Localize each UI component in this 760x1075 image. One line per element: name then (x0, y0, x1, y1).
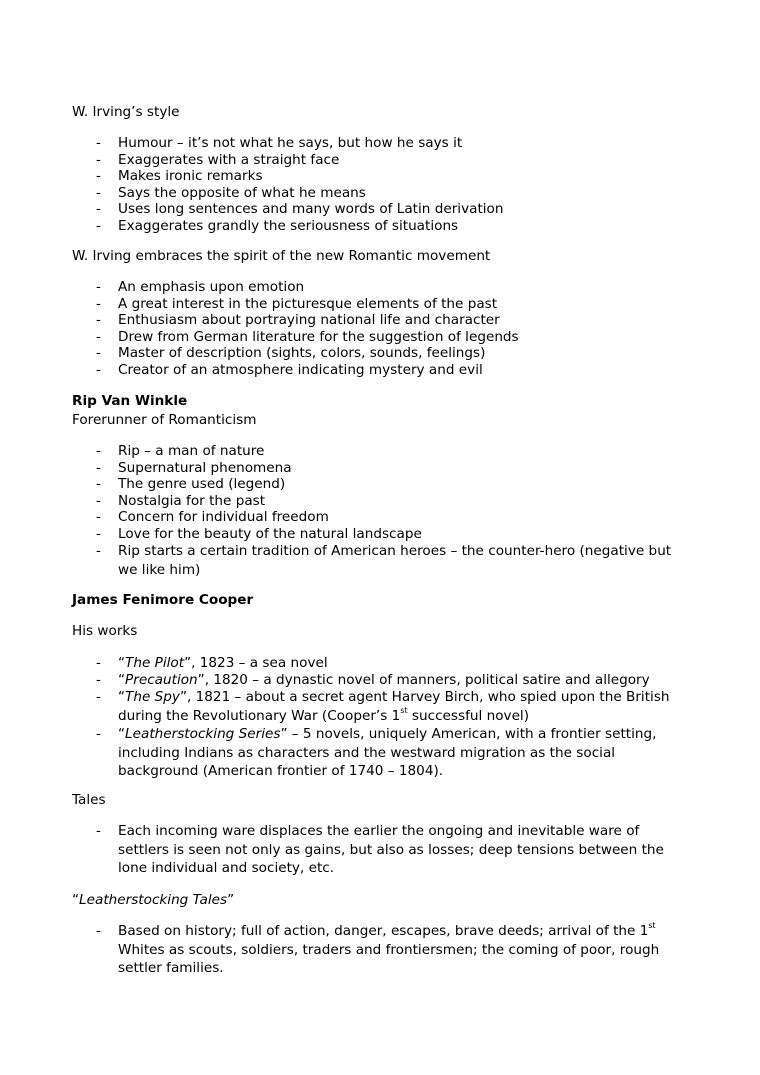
work-title: The Pilot (125, 655, 185, 671)
rip-list (0, 443, 760, 579)
list-item: - “The Spy”, 1821 – about a secret agent Harvey Birch, who spied upon the British during the Revolutionary War (Cooper’s 1st successful novel) (0, 688, 760, 725)
tales-list (0, 822, 760, 878)
work-title: Precaution (125, 671, 198, 688)
romantic-movement-heading: W. Irving embraces the spirit of the new Romantic movement (72, 248, 491, 264)
cooper-title: James Fenimore Cooper (72, 592, 254, 608)
works-heading: His works (72, 623, 138, 639)
rip-subtitle: Forerunner of Romanticism (72, 412, 257, 428)
list-item: - The genre used (legend) (0, 476, 760, 493)
romantic-movement-list (0, 279, 760, 378)
list-item: - Based on history; full of action, danger, escapes, brave deeds; arrival of the 1st Whites as scouts, soldiers, traders and frontiersmen; the coming of poor, rough settler families. (0, 922, 760, 978)
list-item: - Concern for individual freedom (0, 509, 760, 526)
irving-style-list (0, 135, 760, 234)
list-item: - Creator of an atmosphere indicating mystery and evil (0, 362, 760, 379)
list-item: - Enthusiasm about portraying national life and character (0, 312, 760, 329)
irving-style-heading: W. Irving’s style (72, 104, 180, 120)
list-item: - Rip starts a certain tradition of American heroes – the counter-hero (negative but we like him) (0, 542, 760, 579)
works-list (0, 655, 760, 781)
list-item: - Love for the beauty of the natural landscape (0, 526, 760, 543)
list-item: - Supernatural phenomena (0, 460, 760, 477)
list-item: - Nostalgia for the past (0, 493, 760, 510)
list-item: - “The Pilot”, 1823 – a sea novel (0, 655, 760, 672)
list-item: - Humour – it’s not what he says, but how he says it (0, 135, 760, 152)
list-item: - Exaggerates with a straight face (0, 152, 760, 169)
list-item: - “Leatherstocking Series” – 5 novels, uniquely American, with a frontier setting, including Indians as characters and the westward migration as the social background (American frontier of 1740 – 1804). (0, 725, 760, 781)
work-title: Leatherstocking Series (125, 726, 281, 742)
list-item: - Each incoming ware displaces the earlier the ongoing and inevitable ware of settlers is seen not only as gains, but also as losses; deep tensions between the lone individual and society, etc. (0, 822, 760, 878)
tales-heading: Tales (72, 792, 106, 808)
leatherstocking-list (0, 922, 760, 978)
list-item: - Rip – a man of nature (0, 443, 760, 460)
list-item: - A great interest in the picturesque elements of the past (0, 296, 760, 313)
leatherstocking-tales-heading: “Leatherstocking Tales” (72, 892, 235, 908)
list-item: - “Precaution”, 1820 – a dynastic novel of manners, political satire and allegory (0, 672, 760, 689)
list-item: - Drew from German literature for the suggestion of legends (0, 329, 760, 346)
list-item: - Master of description (sights, colors, sounds, feelings) (0, 345, 760, 362)
list-item: - An emphasis upon emotion (0, 279, 760, 296)
rip-van-winkle-title: Rip Van Winkle (72, 393, 188, 409)
list-item: - Uses long sentences and many words of Latin derivation (0, 201, 760, 218)
work-title: The Spy (125, 689, 180, 705)
list-item: - Exaggerates grandly the seriousness of situations (0, 218, 760, 235)
list-item: - Makes ironic remarks (0, 168, 760, 185)
list-item: - Says the opposite of what he means (0, 185, 760, 202)
